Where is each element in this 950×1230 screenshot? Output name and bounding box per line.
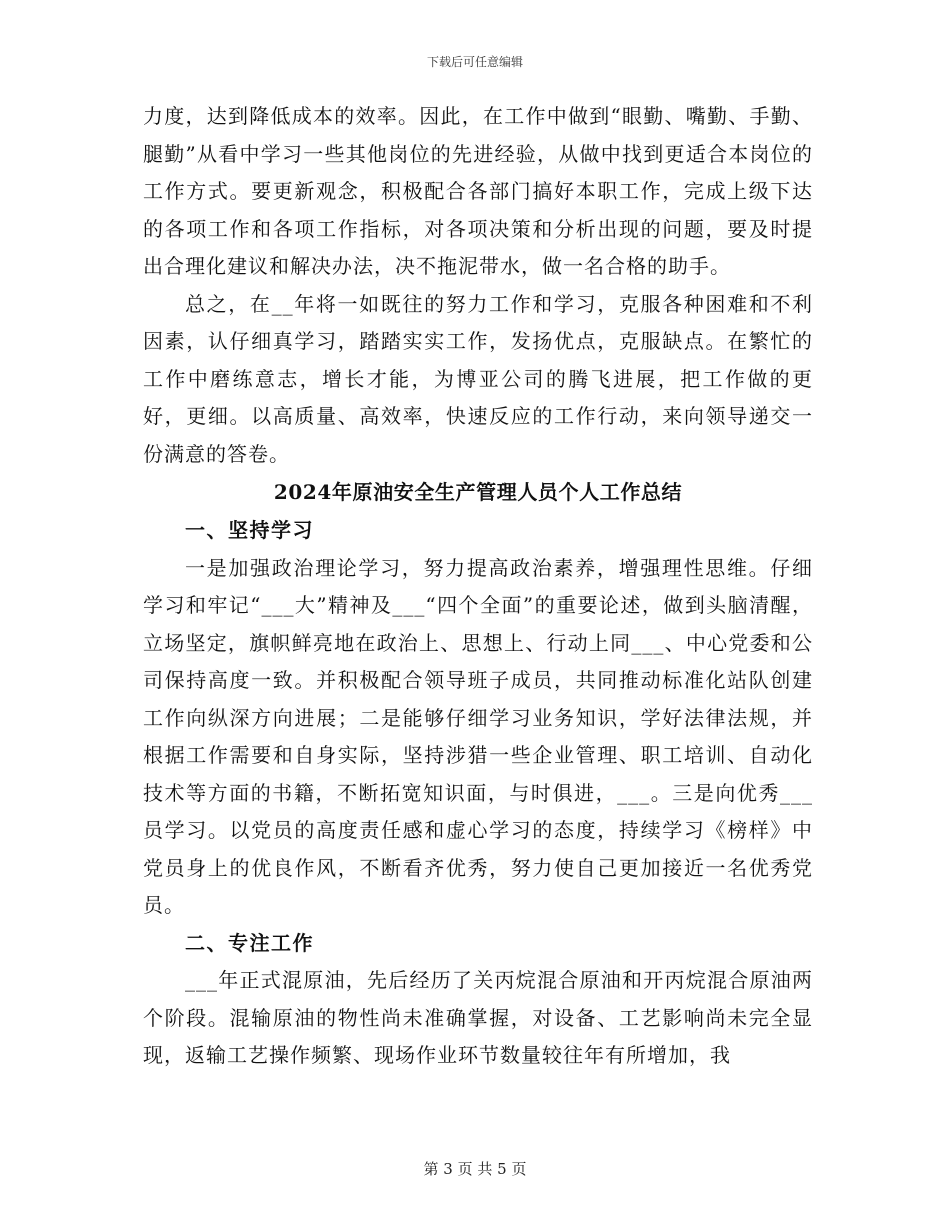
page-header-note: 下载后可任意编辑 [426,55,523,69]
paragraph-continuation: 力度，达到降低成本的效率。因此，在工作中做到“眼勤、嘴勤、手勤、腿勤”从看中学习一些其他岗位的先进经验，从做中找到更适合本岗位的工作方式。要更新观念，积极配合各部门搞好本职工作，完成上级下达的各项工作和各项工作指标，对各项决策和分析出现的问题，要及时提出合理化建议和解决办法，决不拖泥带水，做一名合格的助手。 [143,104,813,278]
paragraph-study: 一是加强政治理论学习，努力提高政治素养，增强理性思维。仔细学习和牢记“___大”精神及___“四个全面”的重要论述，做到头脑清醒，立场坚定，旗帜鲜亮地在政治上、思想上、行动上同___、中心党委和公司保持高度一致。并积极配合领导班子成员，共同推动标准化站队创建工作向纵深方向进展；二是能够仔细学习业务知识，学好法律法规，并根据工作需要和自身实际，坚持涉猎一些企业管理、职工培训、自动化技术等方面的书籍，不断拓宽知识面，与时俱进，___。三是向优秀___员学习。以党员的高度责任感和虚心学习的态度，持续学习《榜样》中党员身上的优良作风，不断看齐优秀，努力使自己更加接近一名优秀党员。 [143,555,813,917]
document-title: 2024年原油安全生产管理人员个人工作总结 [273,480,683,504]
paragraph-work: ___年正式混原油，先后经历了关丙烷混合原油和开丙烷混合原油两个阶段。混输原油的物性尚未准确掌握，对设备、工艺影响尚未完全显现，返输工艺操作频繁、现场作业环节数量较往年有所增加，我 [143,968,813,1067]
paragraph-conclusion: 总之，在__年将一如既往的努力工作和学习，克服各种困难和不利因素，认仔细真学习，踏踏实实工作，发扬优点，克服缺点。在繁忙的工作中磨练意志，增长才能，为博亚公司的腾飞进展，把工作做的更好，更细。以高质量、高效率，快速反应的工作行动，来向领导递交一份满意的答卷。 [143,291,813,466]
section-heading-study: 一、坚持学习 [185,518,314,542]
document-body [143,98,813,1075]
page-number: 第 3 页 共 5 页 [423,1160,527,1178]
section-heading-work: 二、专注工作 [185,930,314,955]
